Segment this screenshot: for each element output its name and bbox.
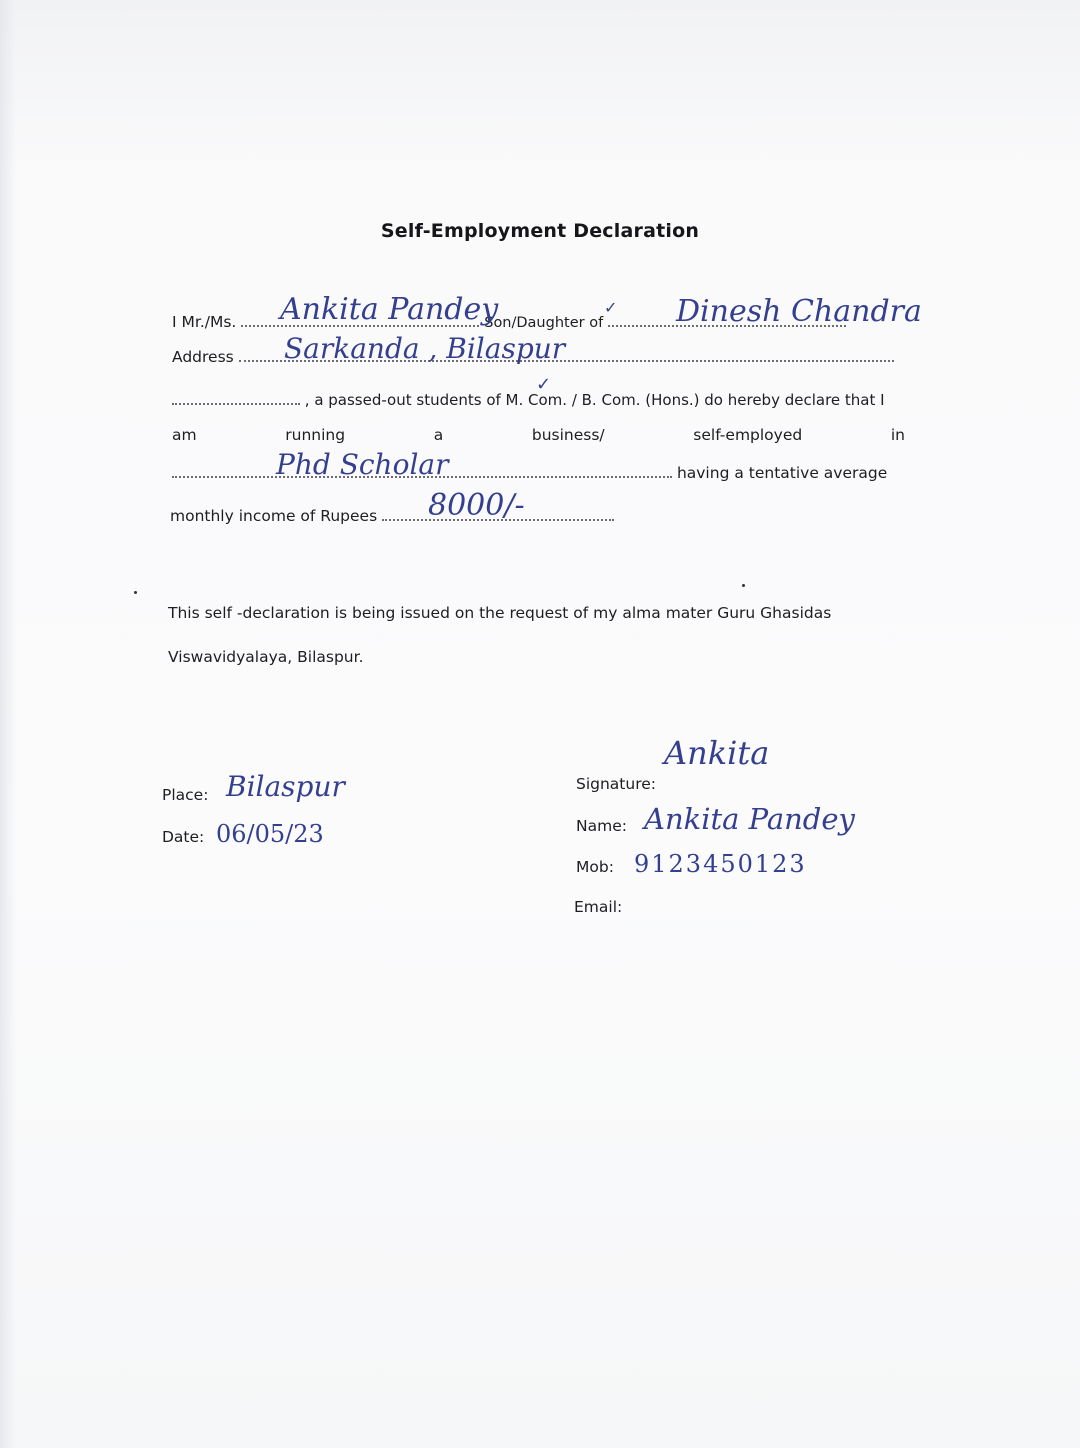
handwritten-signed-name: Ankita Pandey [644,802,855,836]
blank-field-dots [172,389,300,405]
mobile-label: Mob: [576,858,614,876]
request-paragraph-line1: This self -declaration is being issued on the request of my alma mater Guru Ghasidas [168,604,832,622]
paper-speck [742,584,745,587]
word-a: a [433,426,444,444]
word-business: business/ [531,426,605,444]
business-line [172,426,905,444]
word-am: am [172,426,197,444]
handwritten-signature: Ankita [664,734,770,772]
date-label: Date: [162,828,205,846]
request-paragraph-line2: Viswavidyalaya, Bilaspur. [168,648,364,666]
place-label: Place: [162,786,209,804]
handwritten-business: Phd Scholar [276,448,449,481]
tentative-average-text: having a tentative average [676,464,888,482]
salutation-label: I Mr./Ms. [172,313,237,331]
word-running: running [285,426,346,444]
handwritten-address: Sarkanda , Bilaspur [284,332,566,365]
income-label: monthly income of Rupees [170,507,378,525]
handwritten-place: Bilaspur [226,770,345,803]
name-label: Name: [576,817,627,835]
handwritten-mobile: 9123450123 [634,850,807,878]
handwritten-income: 8000/- [428,488,525,523]
passed-out-line [172,389,885,409]
email-label: Email: [574,898,623,916]
paper-speck-2 [134,591,137,594]
word-self-employed: self-employed [693,426,803,444]
passed-out-text: , a passed-out students of M. Com. / B. Com. (Hons.) do hereby declare that I [304,391,885,409]
checkmark-icon: ✓ [604,298,618,317]
page-edge-shadow [0,0,16,1448]
handwritten-parent-name: Dinesh Chandra [676,294,922,329]
document-title: Self-Employment Declaration [380,220,700,242]
income-line [170,505,614,525]
handwritten-name: Ankita Pandey [280,292,499,327]
address-label: Address [172,348,234,366]
checkmark-icon-2: ✓ [536,374,552,395]
signature-label: Signature: [576,775,656,793]
son-daughter-label: Son/Daughter of [484,315,604,331]
handwritten-date: 06/05/23 [216,820,324,848]
word-in: in [890,426,905,444]
